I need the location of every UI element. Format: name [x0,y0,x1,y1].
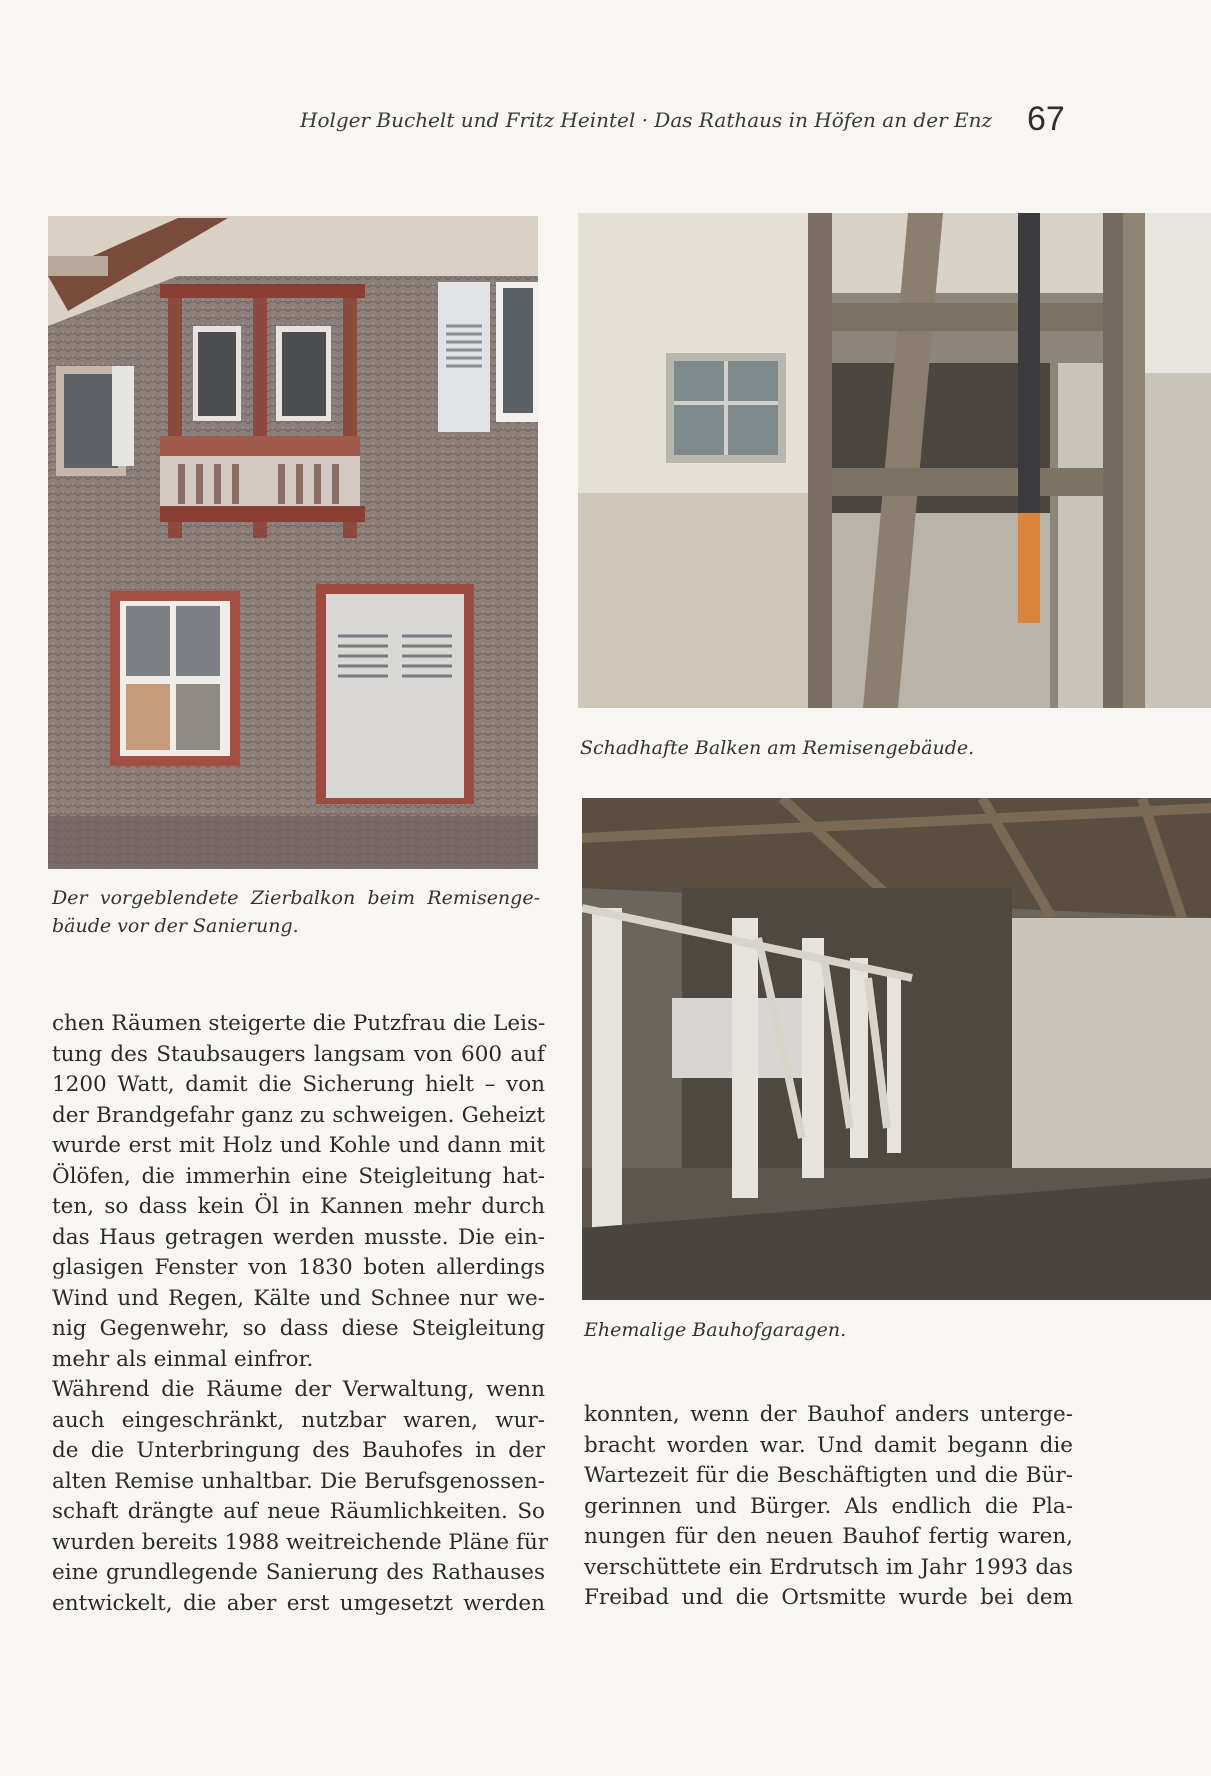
photo-damaged-beams [578,213,1211,708]
photo-former-garages [582,798,1211,1300]
text-line: auch eingeschränkt, nutzbar waren, wur- [52,1407,545,1433]
text-line: eine grundlegende Sanierung des Rathauses [52,1560,545,1585]
text-line: gerinnen und Bürger. Als endlich die Pla- [584,1493,1073,1519]
text-line: chen Räumen steigerte die Putzfrau die Leis- [52,1011,546,1036]
text-line: glasigen Fenster von 1830 boten allerdings [52,1255,545,1280]
text-line: bracht worden war. Und damit begann die [584,1432,1073,1458]
text-line: verschüttete ein Erdrutsch im Jahr 1993 das [584,1554,1073,1580]
text-line: wurden bereits 1988 weitreichende Pläne für [52,1529,549,1555]
text-line: alten Remise unhaltbar. Die Berufsgenossen- [52,1468,545,1494]
text-line: Freibad und die Ortsmitte wurde bei dem [584,1585,1073,1610]
body-text-right-column [584,1400,1073,1614]
text-line: mehr als einmal einfror. [52,1346,314,1372]
text-line: Während die Räume der Verwaltung, wenn [52,1377,545,1402]
text-line: nig Gegenwehr, so dass diese Steigleitung [52,1316,545,1341]
text-line: nungen für den neuen Bauhof fertig waren, [584,1524,1073,1549]
text-line: der Brandgefahr ganz zu schweigen. Geheizt [52,1102,545,1128]
photo-decorative-balcony [48,216,538,869]
text-line: ten, so dass kein Öl in Kannen mehr durch [52,1194,545,1219]
figure-caption-garages: Ehemalige Bauhofgaragen. [584,1319,847,1341]
figure-caption-beams: Schadhafte Balken am Remisengebäude. [580,737,975,759]
text-line: Wartezeit für die Beschäftigten und die Bür- [584,1463,1073,1488]
body-text-left-column [52,1009,549,1619]
text-line: das Haus getragen werden musste. Die ein- [52,1224,545,1250]
text-line: konnten, wenn der Bauhof anders unterge- [584,1402,1073,1427]
caption-line: bäude vor der Sanierung. [52,915,299,937]
figure-caption-balcony [52,884,540,940]
text-line: entwickelt, die aber erst umgesetzt werden [52,1590,545,1616]
caption-line: Der vorgeblendete Zierbalkon beim Remisenge- [52,887,540,909]
text-line: wurde erst mit Holz und Kohle und dann mit [52,1133,545,1158]
text-line: tung des Staubsaugers langsam von 600 auf [52,1041,545,1067]
text-line: 1200 Watt, damit die Sicherung hielt – von [52,1072,545,1097]
text-line: schaft drängte auf neue Räumlichkeiten. So [52,1499,545,1524]
text-line: Ölöfen, die immerhin eine Steigleitung hat- [52,1163,545,1189]
running-header: Holger Buchelt und Fritz Heintel · Das Rathaus in Höfen an der Enz [300,108,993,132]
text-line: de die Unterbringung des Bauhofes in der [52,1438,545,1463]
page-number: 67 [1027,100,1065,138]
text-line: Wind und Regen, Kälte und Schnee nur we- [52,1285,545,1311]
